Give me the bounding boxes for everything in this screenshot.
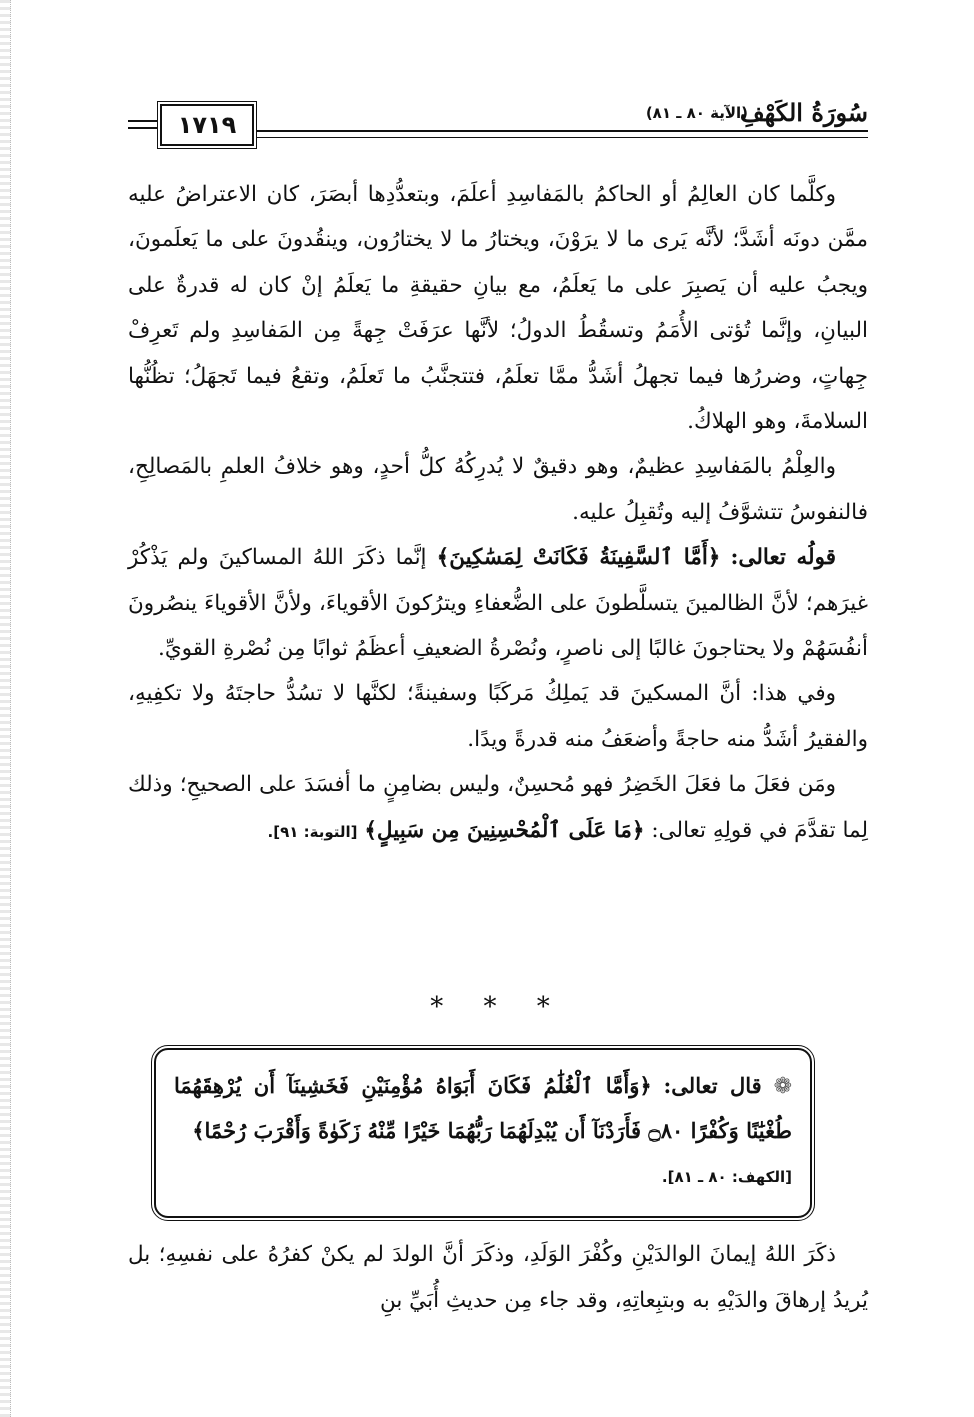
- page-binding-edge: [0, 0, 11, 1417]
- header-rule: [128, 120, 158, 122]
- paragraph: [128, 762, 868, 855]
- verse-box: [154, 1048, 812, 1218]
- paragraph: والعِلْمُ بالمَفاسِدِ عظيمٌ، وهو دقيقٌ لا يُدرِكُهُ كلُّ أحدٍ، وهو خلافُ العلمِ بالمَصالِحِ، فالنفوسُ تتشوَّفُ إليه وتُقبِلُ عليه.: [128, 454, 868, 525]
- header-rule: [128, 127, 158, 129]
- continuation-text: [128, 1232, 868, 1324]
- quran-verse: ﴿وَأَمَّا ٱلْغُلَٰمُ فَكَانَ أَبَوَاهُ مُؤْمِنَيْنِ فَخَشِينَآ أَن يُرْهِقَهُمَا طُغْيَٰنًا وَكُفْرًا ۝٨٠ فَأَرَدْنَآ أَن يُبْدِلَهُمَا رَبُّهُمَا خَيْرًا مِّنْهُ زَكَوٰةً وَأَقْرَبَ رُحْمًا﴾: [174, 1073, 792, 1143]
- header-rule: [256, 137, 868, 138]
- header-rule: [256, 130, 868, 132]
- verse-intro-label: قال تعالى:: [663, 1073, 762, 1098]
- verse-intro-label: قولُه تعالى:: [730, 545, 836, 571]
- section-separator: * * *: [430, 992, 566, 1022]
- quran-verse: ﴿مَا عَلَى ٱلْمُحْسِنِينَ مِن سَبِيلٍ﴾: [364, 817, 645, 843]
- verse-reference: [التوبة: ٩١].: [267, 822, 358, 841]
- paragraph-text: ومَن فعَلَ ما فعَلَ الخَضِرُ فهو مُحسِنٌ، وليس بضامِنٍ ما أفسَدَ على الصحيحِ؛ وذلك لِما تقدَّمَ في قولِهِ تعالى:: [128, 772, 868, 843]
- main-text: [128, 172, 868, 855]
- paragraph: [128, 535, 868, 671]
- paragraph: وفي هذا: أنَّ المسكينَ قد يَملِكُ مَركَبًا وسفينةً؛ لكنَّها لا تسُدُّ حاجتَهُ ولا تكفِيهِ، والفقيرُ أشَدُّ منه حاجةً وأضعَفُ منه قدرةً ويدًا.: [128, 681, 868, 752]
- verse-reference: [الكهف: ٨٠ ـ ٨١].: [661, 1168, 792, 1186]
- flower-icon: ❁: [773, 1074, 792, 1099]
- surah-title: سُورَةُ الكَهْفِ: [739, 98, 868, 127]
- verse-box-reference-line: [174, 1153, 792, 1199]
- verse-box-text: [174, 1064, 792, 1153]
- page-header: [128, 100, 868, 150]
- paragraph-text: إنَّما ذكَرَ اللهُ المساكينَ ولم يَذْكُرْ غيرَهم؛ لأنَّ الظالمينَ يتسلَّطونَ على الضُّعفاءِ ويترُكونَ الأقوياءَ، ولأنَّ الأقوياءَ ينصُرونَ أنفُسَهُمْ ولا يحتاجونَ غالبًا إلى ناصرٍ، ونُصْرةُ الضعيفِ أعظَمُ ثوابًا مِن نُصْرةِ القويِّ.: [128, 545, 868, 662]
- page-number: ١٧١٩: [160, 104, 254, 146]
- paragraph: وكلَّما كان العالِمُ أو الحاكمُ بالمَفاسِدِ أعلَمَ، وبتعدُّدِها أبصَرَ، كان الاعتراضُ عليه ممَّن دونَه أشَدَّ؛ لأنَّه يَرى ما لا يرَوْنَ، ويختارُ ما لا يختارُون، وينقُدونَ على ما يَعلَمونَ، ويجبُ عليه أن يَصبِرَ على ما يَعلَمُ، مع بيانِ حقيقةِ ما يَعلَمُ إنْ كان له قدرةٌ على البيانِ، وإنَّما تُؤتى الأُمَمُ وتسقُطُ الدولُ؛ لأنَّها عرَفَتْ جِهةً مِن المَفاسِدِ ولم تَعرِفْ جِهاتٍ، وضررُها فيما تجهلُ أشَدُّ ممَّا تعلَمُ، فتتجنَّبُ ما تَعلَمُ، وتقعُ فيما تَجهَلُ؛ تظُنُّها السلامةَ، وهو الهلاكُ.: [128, 182, 868, 435]
- paragraph: ذكَرَ اللهُ إيمانَ الوالدَيْنِ وكُفْرَ الوَلَدِ، وذكَرَ أنَّ الولدَ لم يكنْ كفرُهُ على نفسِهِ؛ بل يُريدُ إرهاقَ والدَيْهِ به وبتبِعاتِهِ، وقد جاء مِن حديثِ أُبَيِّ بنِ: [128, 1242, 868, 1313]
- quran-verse: ﴿أَمَّا ٱلسَّفِينَةُ فَكَانَتْ لِمَسَٰكِينَ﴾: [436, 545, 721, 571]
- ayah-range: (الآية ٨٠ ـ ٨١): [645, 104, 748, 122]
